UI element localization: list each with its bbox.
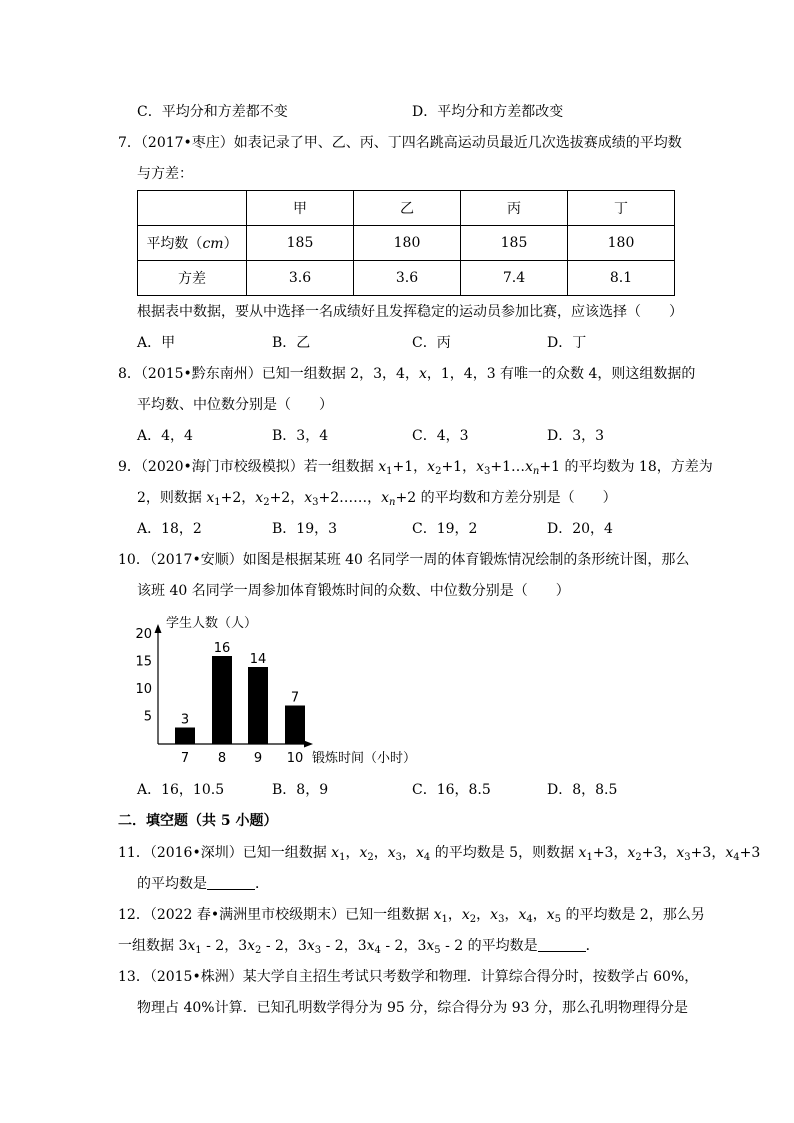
bar [212,656,232,744]
q10-option-b: B．8，9 [272,782,329,798]
q8-option-a: A．4，4 [137,428,193,444]
q6-option-c: C．平均分和方差都不变 [137,104,288,120]
q13-stem-line1: 13．（2015•株洲）某大学自主招生考试只考数学和物理．计算综合得分时，按数学占 60%， [118,969,699,985]
bar [175,728,195,745]
q7-option-b: B．乙 [272,335,311,351]
bar-value-label: 14 [249,652,267,667]
q8-option-b: B．3，4 [272,428,329,444]
table-cell: 180 [568,226,675,261]
y-axis-title: 学生人数（人） [166,616,258,631]
x-tick-label: 10 [286,751,304,766]
x-axis-arrow-icon [304,741,313,748]
q6-option-d: D．平均分和方差都改变 [412,104,564,120]
q10-option-a: A．16，10.5 [137,782,225,798]
bar-chart [130,610,420,770]
q7-option-c: C．丙 [412,335,451,351]
x-tick-label: 7 [180,751,190,766]
q8-option-d: D．3，3 [547,428,605,444]
table-header-yi: 乙 [354,191,461,226]
q12-stem-line2: 一组数据 $3x_1 - 2$，$3x_2 - 2$，$3x_3 - 2$，$3x_4 - 2$，$3x_5 - 2$ 的平均数是 ． [118,938,600,956]
q7-option-a: A．甲 [137,335,176,351]
q7-data-table [137,190,675,296]
q8-stem-line2: 平均数、中位数分别是（ ） [137,397,333,413]
table-header-ding: 丁 [568,191,675,226]
table-cell: 185 [461,226,568,261]
table-row-variance [138,261,675,296]
table-header-empty [138,191,247,226]
table-cell: 3.6 [247,261,354,296]
q9-option-b: B．19，3 [272,521,338,537]
q13-stem-line2: 物理占 40%计算．已知孔明数学得分为 95 分，综合得分为 93 分，那么孔明物理得分是 [137,1000,688,1016]
q7-stem-line1: 7．（2017•枣庄）如表记录了甲、乙、丙、丁四名跳高运动员最近几次选拔赛成绩的平均数 [118,135,682,151]
x-axis-title: 锻炼时间（小时） [312,751,417,766]
y-tick-label: 15 [135,654,152,670]
table-header-jia: 甲 [247,191,354,226]
q11-stem-line1: 11．（2016•深圳）已知一组数据 $x_1$，$x_2$，$x_3$，$x_4$ 的平均数是 5，则数据 $x_1+3$，$x_2+3$，$x_3+3$，$x_4+3$ [118,845,761,863]
bar-value-label: 7 [290,690,300,706]
x-tick-label: 8 [217,751,227,766]
table-row-label-variance: 方差 [138,261,247,296]
y-tick-label: 5 [143,709,152,725]
table-cell: 185 [247,226,354,261]
q9-option-d: D．20，4 [547,521,613,537]
answer-blank[interactable] [207,875,255,890]
table-header-row [138,191,675,226]
table-cell: 180 [354,226,461,261]
q8-option-c: C．4，3 [412,428,469,444]
table-cell: 7.4 [461,261,568,296]
table-row-label-mean: 平均数（cm） [138,226,247,261]
q10-stem-line2: 该班 40 名同学一周参加体育锻炼时间的众数、中位数分别是（ ） [137,583,570,599]
q10-option-c: C．16，8.5 [412,782,491,798]
q12-stem-line1: 12．（2022 春•满洲里市校级期末）已知一组数据 $x_1$，$x_2$，$x_3$，$x_4$，$x_5$ 的平均数是 2，那么另 [118,907,705,925]
bar-value-label: 16 [213,641,231,656]
y-axis-arrow-icon [155,624,162,633]
bars [175,641,305,766]
section-heading-fill-in: 二．填空题（共 5 小题） [118,813,278,829]
q9-option-c: C．19，2 [412,521,478,537]
q11-stem-line2: 的平均数是 ． [137,876,269,892]
bar [285,706,305,745]
table-header-bing: 丙 [461,191,568,226]
y-tick-label: 10 [135,682,152,697]
bar [248,667,268,744]
q9-stem-line2: 2，则数据 $x_1+2$，$x_2+2$，$x_3+2\dots\dots$，$x_n+2$ 的平均数和方差分别是（ ） [137,490,617,508]
q9-stem-line1: 9．（2020•海门市校级模拟）若一组数据 $x_1+1$，$x_2+1$，$x_3+1\dots x_n+1$ 的平均数为 18，方差为 [118,459,713,477]
q10-stem-line1: 10．（2017•安顺）如图是根据某班 40 名同学一周的体育锻炼情况绘制的条形统计图，那么 [118,552,690,568]
y-tick-label: 20 [135,627,152,642]
x-tick-label: 9 [253,751,263,766]
table-cell: 3.6 [354,261,461,296]
table-row-mean [138,226,675,261]
q10-option-d: D．8，8.5 [547,782,618,798]
q8-stem-line1: 8．（2015•黔东南州）已知一组数据 2，3，4，x，1，4，3 有唯一的众数 4，则这组数据的 [118,366,696,382]
q7-question: 根据表中数据，要从中选择一名成绩好且发挥稳定的运动员参加比赛，应该选择（ ） [137,304,683,320]
q7-stem-line2: 与方差： [137,166,193,182]
answer-blank[interactable] [538,937,586,952]
table-cell: 8.1 [568,261,675,296]
q9-option-a: A．18，2 [137,521,202,537]
q7-option-d: D．丁 [547,335,587,351]
y-ticks [135,627,152,725]
bar-value-label: 3 [180,712,190,728]
